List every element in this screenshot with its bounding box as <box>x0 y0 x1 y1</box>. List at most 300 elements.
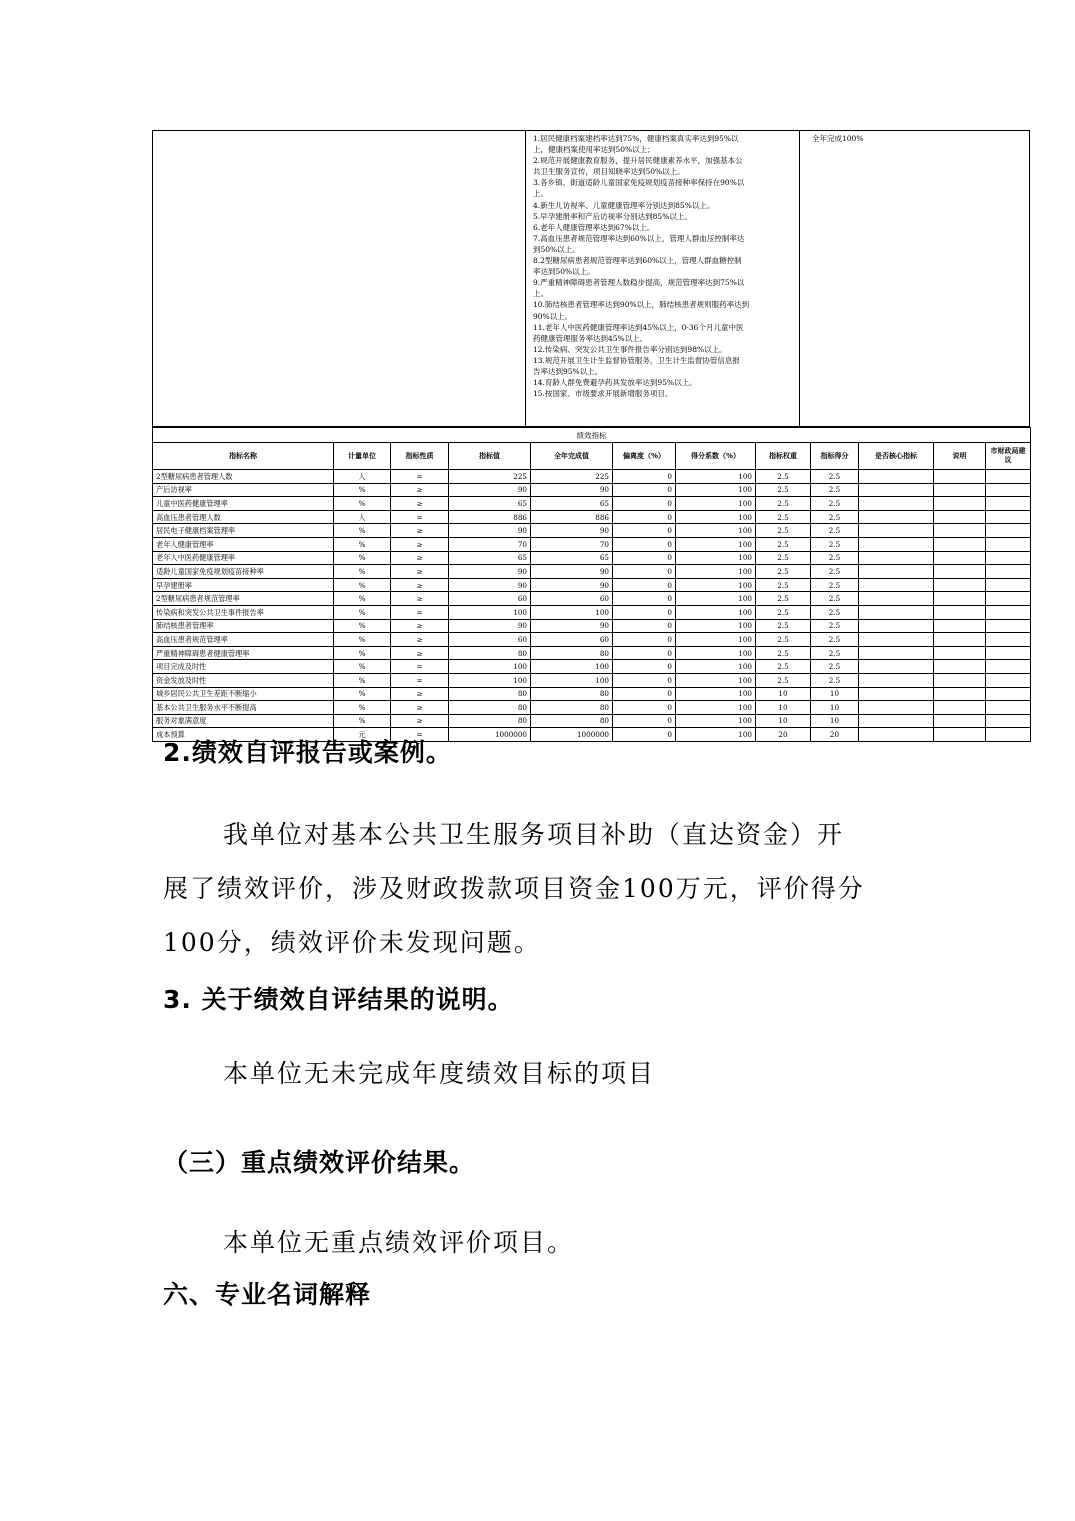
table-row <box>153 510 1031 524</box>
table-cell: 90 <box>531 619 613 633</box>
section-3-title: 3. 关于绩效自评结果的说明。 <box>163 985 514 1014</box>
table-cell <box>986 565 1031 579</box>
goal-line: 5.早孕建册率和产后访视率分别达到85%以上。 <box>533 211 692 221</box>
table-cell <box>934 565 986 579</box>
table-cell <box>934 551 986 565</box>
table-cell: 0 <box>613 470 676 484</box>
table-cell: 80 <box>449 714 531 728</box>
table-cell <box>986 728 1031 742</box>
table-cell: 0 <box>613 633 676 647</box>
table-cell: 2.5 <box>811 497 859 511</box>
table-cell: % <box>334 565 391 579</box>
table-row <box>153 660 1031 674</box>
goal-line: 15.按国家、市级要求开展新增服务项目。 <box>533 389 673 399</box>
section-4-body <box>163 1216 933 1270</box>
table-cell: 100 <box>676 660 756 674</box>
table-cell: ≥ <box>391 646 449 660</box>
table-cell <box>859 565 934 579</box>
table-cell: 80 <box>531 701 613 715</box>
table-row <box>153 646 1031 660</box>
table-cell <box>986 646 1031 660</box>
table-cell: 2.5 <box>811 660 859 674</box>
section-6-title: 六、专业名词解释 <box>163 1280 372 1309</box>
table-cell: 100 <box>676 565 756 579</box>
table-cell: 高血压患者管理人数 <box>153 510 334 524</box>
table-cell: 0 <box>613 524 676 538</box>
table-row <box>153 592 1031 606</box>
table-cell: = <box>391 605 449 619</box>
section-4-title: （三）重点绩效评价结果。 <box>163 1148 476 1177</box>
table-cell: ≥ <box>391 565 449 579</box>
table-row <box>153 687 1031 701</box>
table-cell: ≥ <box>391 633 449 647</box>
table-cell: = <box>391 673 449 687</box>
table-cell <box>934 524 986 538</box>
table-cell <box>859 497 934 511</box>
table-cell: 0 <box>613 578 676 592</box>
table-cell: ≥ <box>391 497 449 511</box>
table-cell: 2.5 <box>756 592 811 606</box>
table-cell: 0 <box>613 483 676 497</box>
table-cell: 100 <box>676 633 756 647</box>
table-cell: 100 <box>676 551 756 565</box>
table-cell: 90 <box>449 524 531 538</box>
table-cell: 早孕建册率 <box>153 578 334 592</box>
table-cell: 100 <box>676 524 756 538</box>
table-cell: 2.5 <box>756 646 811 660</box>
table-cell <box>934 605 986 619</box>
table-cell: 2.5 <box>811 605 859 619</box>
table-cell: 0 <box>613 605 676 619</box>
table-cell: 2.5 <box>811 578 859 592</box>
header-cell: 得分系数（%） <box>676 443 756 470</box>
table-cell: 0 <box>613 646 676 660</box>
goal-line: 上。 <box>533 289 548 299</box>
goal-line: 12.传染病、突发公共卫生事件报告率分别达到98%以上。 <box>533 344 727 354</box>
table-cell <box>859 660 934 674</box>
table-row <box>153 537 1031 551</box>
table-cell <box>859 714 934 728</box>
header-cell: 计量单位 <box>334 443 391 470</box>
table-cell: 100 <box>676 537 756 551</box>
table-cell <box>986 578 1031 592</box>
table-cell: ≥ <box>391 524 449 538</box>
table-cell <box>859 673 934 687</box>
table-cell: ≥ <box>391 483 449 497</box>
table-cell: 886 <box>531 510 613 524</box>
table-cell: 100 <box>676 483 756 497</box>
table-cell: 65 <box>531 497 613 511</box>
table-cell: 资金发放及时性 <box>153 673 334 687</box>
header-cell: 指标得分 <box>811 443 859 470</box>
table-cell: 100 <box>676 470 756 484</box>
table-cell: 65 <box>449 497 531 511</box>
goals-text <box>525 131 800 426</box>
table-cell: 65 <box>531 551 613 565</box>
goal-line: 8.2型糖尿病患者规范管理率达到60%以上，管理人群血糖控制 <box>533 256 742 266</box>
table-row <box>153 497 1031 511</box>
table-cell <box>934 537 986 551</box>
header-cell: 指标名称 <box>153 443 334 470</box>
table-cell <box>859 470 934 484</box>
header-cell: 指标值 <box>449 443 531 470</box>
goal-line: 告率达到95%以上。 <box>533 366 603 376</box>
table-row <box>153 605 1031 619</box>
table-cell: 2.5 <box>811 537 859 551</box>
table-cell: 0 <box>613 687 676 701</box>
table-cell: ≥ <box>391 537 449 551</box>
table-cell: 成本预算 <box>153 728 334 742</box>
table-cell <box>934 510 986 524</box>
goal-line: 3.各乡镇、街道适龄儿童国家免疫规划疫苗接种率保持在90%以 <box>533 178 745 188</box>
table-cell <box>934 633 986 647</box>
table-cell: 2.5 <box>756 470 811 484</box>
table-cell <box>986 497 1031 511</box>
table-cell: 0 <box>613 510 676 524</box>
table-cell: 老年人中医药健康管理率 <box>153 551 334 565</box>
table-cell: % <box>334 673 391 687</box>
table-cell: 90 <box>449 483 531 497</box>
table-cell: 0 <box>613 565 676 579</box>
table-cell <box>859 687 934 701</box>
goal-line: 9.严重精神障碍患者管理人数稳步提高，规范管理率达到75%以 <box>533 278 745 288</box>
table-cell: % <box>334 633 391 647</box>
table-cell: ≥ <box>391 714 449 728</box>
table-cell: 0 <box>613 728 676 742</box>
table-cell: 100 <box>676 592 756 606</box>
table-cell: 2.5 <box>811 592 859 606</box>
section-2-title: 2.绩效自评报告或案例。 <box>163 738 452 767</box>
table-cell: 0 <box>613 619 676 633</box>
table-cell <box>986 701 1031 715</box>
table-cell: 2型糖尿病患者规范管理率 <box>153 592 334 606</box>
table-cell <box>934 592 986 606</box>
table-cell <box>934 673 986 687</box>
table-cell <box>934 701 986 715</box>
goal-line: 4.新生儿访视率、儿童健康管理率分别达到85%以上。 <box>533 200 715 210</box>
goal-line: 6.老年人健康管理率达到67%以上。 <box>533 222 655 232</box>
table-cell: 100 <box>676 497 756 511</box>
table-cell: 100 <box>676 646 756 660</box>
table-cell: 100 <box>449 673 531 687</box>
table-cell: % <box>334 687 391 701</box>
table-cell: 老年人健康管理率 <box>153 537 334 551</box>
table-cell: 0 <box>613 673 676 687</box>
table-cell: 90 <box>531 524 613 538</box>
table-cell <box>859 701 934 715</box>
section-2-line1: 我单位对基本公共卫生服务项目补助（直达资金）开 <box>223 820 845 849</box>
table-cell: % <box>334 701 391 715</box>
table-cell: 2.5 <box>756 524 811 538</box>
table-cell: 10 <box>811 714 859 728</box>
performance-table <box>152 427 1031 742</box>
table-cell: 适龄儿童国家免疫规划疫苗接种率 <box>153 565 334 579</box>
table-cell: 100 <box>676 605 756 619</box>
goal-line: 10.肺结核患者管理率达到90%以上，肺结核患者规则服药率达到 <box>533 300 750 310</box>
table-cell: 80 <box>531 646 613 660</box>
table-cell: % <box>334 483 391 497</box>
header-cell: 指标权重 <box>756 443 811 470</box>
table-cell: = <box>391 728 449 742</box>
table-caption: 绩效指标 <box>153 428 1031 443</box>
table-cell: ≥ <box>391 701 449 715</box>
table-cell <box>859 619 934 633</box>
table-cell: 人 <box>334 470 391 484</box>
table-cell: 100 <box>531 605 613 619</box>
table-cell <box>986 633 1031 647</box>
table-cell: ≥ <box>391 551 449 565</box>
table-cell: 人 <box>334 510 391 524</box>
table-cell: 2.5 <box>756 673 811 687</box>
table-cell: 高血压患者规范管理率 <box>153 633 334 647</box>
table-cell: ≥ <box>391 578 449 592</box>
table-cell <box>986 483 1031 497</box>
table-cell: 90 <box>531 578 613 592</box>
table-cell: 100 <box>676 701 756 715</box>
table-cell: 100 <box>676 578 756 592</box>
goal-line: 到50%以上。 <box>533 244 580 254</box>
section-2-line3: 100分，绩效评价未发现问题。 <box>163 928 541 957</box>
table-cell: 90 <box>449 578 531 592</box>
table-cell <box>986 470 1031 484</box>
table-row <box>153 483 1031 497</box>
table-cell: 225 <box>531 470 613 484</box>
table-cell: % <box>334 605 391 619</box>
table-cell: 100 <box>676 673 756 687</box>
table-cell <box>934 714 986 728</box>
table-cell <box>934 619 986 633</box>
table-cell <box>859 646 934 660</box>
header-cell: 偏离度（%） <box>613 443 676 470</box>
table-cell: 严重精神障碍患者健康管理率 <box>153 646 334 660</box>
table-cell: 2.5 <box>811 524 859 538</box>
table-row <box>153 701 1031 715</box>
table-cell: 100 <box>449 605 531 619</box>
table-cell <box>859 633 934 647</box>
table-header-row <box>153 443 1031 470</box>
table-cell <box>934 578 986 592</box>
table-cell <box>934 660 986 674</box>
table-row <box>153 470 1031 484</box>
table-cell <box>934 470 986 484</box>
table-cell: 2.5 <box>756 537 811 551</box>
table-cell: % <box>334 592 391 606</box>
table-cell: 1000000 <box>531 728 613 742</box>
table-cell: 元 <box>334 728 391 742</box>
table-cell: 70 <box>531 537 613 551</box>
table-cell: 100 <box>676 687 756 701</box>
table-cell: 服务对象满意度 <box>153 714 334 728</box>
table-cell: 80 <box>531 714 613 728</box>
table-cell: 100 <box>531 660 613 674</box>
table-cell: 886 <box>449 510 531 524</box>
table-cell: 10 <box>811 701 859 715</box>
table-cell: 0 <box>613 592 676 606</box>
goal-line: 13.规范开展卫生计生监督协管服务，卫生计生监督协管信息报 <box>533 355 740 365</box>
table-cell: 2.5 <box>811 619 859 633</box>
table-cell: % <box>334 551 391 565</box>
table-cell: 产后访视率 <box>153 483 334 497</box>
table-row <box>153 524 1031 538</box>
table-cell <box>986 551 1031 565</box>
table-cell <box>859 592 934 606</box>
table-cell <box>986 605 1031 619</box>
section-2-body <box>163 808 933 970</box>
goal-line: 11.老年人中医药健康管理率达到45%以上，0-36个月儿童中医 <box>533 322 744 332</box>
header-cell: 全年完成值 <box>531 443 613 470</box>
goals-block <box>152 130 1030 427</box>
table-cell <box>986 687 1031 701</box>
table-cell <box>934 497 986 511</box>
table-row <box>153 578 1031 592</box>
table-cell: 儿童中医药健康管理率 <box>153 497 334 511</box>
table-cell <box>986 714 1031 728</box>
table-cell: 0 <box>613 537 676 551</box>
table-cell: 0 <box>613 660 676 674</box>
table-cell: 0 <box>613 701 676 715</box>
table-cell: 2.5 <box>756 633 811 647</box>
table-cell: 90 <box>531 483 613 497</box>
goal-line: 7.高血压患者规范管理率达到60%以上，管理人群血压控制率达 <box>533 233 745 243</box>
table-cell: % <box>334 524 391 538</box>
table-cell <box>986 619 1031 633</box>
table-cell: 2.5 <box>756 660 811 674</box>
table-cell <box>934 687 986 701</box>
goal-line: 上，健康档案使用率达到50%以上； <box>533 145 655 155</box>
table-cell: 2.5 <box>756 565 811 579</box>
table-cell: ≥ <box>391 592 449 606</box>
table-cell: 2.5 <box>756 483 811 497</box>
table-cell: 10 <box>756 714 811 728</box>
goal-line: 率达到50%以上。 <box>533 267 595 277</box>
table-cell: 100 <box>531 673 613 687</box>
table-cell: 2型糖尿病患者管理人数 <box>153 470 334 484</box>
table-cell: = <box>391 510 449 524</box>
table-cell: 0 <box>613 714 676 728</box>
table-cell: ≥ <box>391 619 449 633</box>
table-cell: 1000000 <box>449 728 531 742</box>
table-cell: 100 <box>676 510 756 524</box>
goal-line: 上。 <box>533 189 548 199</box>
table-cell: 2.5 <box>756 619 811 633</box>
table-cell: 90 <box>449 565 531 579</box>
table-cell: 80 <box>449 687 531 701</box>
table-cell <box>859 510 934 524</box>
table-cell: ≥ <box>391 687 449 701</box>
table-cell: 10 <box>756 701 811 715</box>
table-cell: 2.5 <box>811 565 859 579</box>
table-cell: = <box>391 470 449 484</box>
table-cell: 10 <box>811 687 859 701</box>
table-cell: 2.5 <box>756 510 811 524</box>
table-cell: 传染病和突发公共卫生事件报告率 <box>153 605 334 619</box>
table-cell: 2.5 <box>811 673 859 687</box>
section-4-line: 本单位无重点绩效评价项目。 <box>223 1228 575 1257</box>
table-row <box>153 619 1031 633</box>
table-cell: 90 <box>449 619 531 633</box>
table-cell: 70 <box>449 537 531 551</box>
table-cell: 2.5 <box>811 510 859 524</box>
section-3-body <box>163 1047 933 1101</box>
table-cell <box>986 592 1031 606</box>
section-3-line: 本单位无未完成年度绩效目标的项目 <box>223 1059 656 1088</box>
header-cell: 市财政局建议 <box>986 443 1031 470</box>
table-cell <box>859 551 934 565</box>
table-cell <box>859 605 934 619</box>
table-cell <box>986 510 1031 524</box>
header-cell: 说明 <box>934 443 986 470</box>
table-cell: 2.5 <box>811 646 859 660</box>
table-cell: 2.5 <box>811 633 859 647</box>
table-cell <box>986 673 1031 687</box>
table-cell: 基本公共卫生服务水平不断提高 <box>153 701 334 715</box>
table-cell: % <box>334 660 391 674</box>
header-cell: 是否核心指标 <box>859 443 934 470</box>
table-cell: 90 <box>531 565 613 579</box>
table-cell: 10 <box>756 687 811 701</box>
table-row <box>153 673 1031 687</box>
table-cell: 项目完成及时性 <box>153 660 334 674</box>
table-row <box>153 714 1031 728</box>
table-cell: % <box>334 578 391 592</box>
table-cell: 100 <box>676 728 756 742</box>
table-row <box>153 551 1031 565</box>
table-cell: 225 <box>449 470 531 484</box>
table-cell: 60 <box>449 633 531 647</box>
table-cell: 65 <box>449 551 531 565</box>
table-cell: 2.5 <box>756 578 811 592</box>
table-cell: 2.5 <box>811 551 859 565</box>
table-cell: 肺结核患者管理率 <box>153 619 334 633</box>
table-cell: 居民电子健康档案管理率 <box>153 524 334 538</box>
table-cell: 0 <box>613 551 676 565</box>
goal-line: 1.居民健康档案建档率达到75%，健康档案真实率达到95%以 <box>533 134 739 143</box>
table-cell <box>934 728 986 742</box>
table-cell: 2.5 <box>756 605 811 619</box>
table-cell: 城乡居民公共卫生差距不断缩小 <box>153 687 334 701</box>
table-cell: 0 <box>613 497 676 511</box>
goal-line: 共卫生服务宣传，项目知晓率达到50%以上。 <box>533 167 685 177</box>
goal-line: 90%以上。 <box>533 311 573 321</box>
table-cell: 80 <box>449 701 531 715</box>
table-cell: 80 <box>531 687 613 701</box>
table-cell: 2.5 <box>811 483 859 497</box>
table-cell <box>934 483 986 497</box>
goal-line: 药健康管理服务率达到45%以上。 <box>533 333 648 343</box>
table-row <box>153 633 1031 647</box>
table-cell <box>986 524 1031 538</box>
table-cell: % <box>334 497 391 511</box>
table-cell: 60 <box>531 633 613 647</box>
table-cell: = <box>391 660 449 674</box>
table-cell <box>859 483 934 497</box>
table-cell <box>859 578 934 592</box>
table-cell <box>934 646 986 660</box>
goals-completion: 全年完成100% <box>812 134 864 143</box>
header-cell: 指标性质 <box>391 443 449 470</box>
table-cell: 20 <box>756 728 811 742</box>
table-cell: 2.5 <box>756 551 811 565</box>
table-cell <box>859 537 934 551</box>
table-cell: % <box>334 537 391 551</box>
table-cell: 100 <box>676 714 756 728</box>
table-cell <box>859 728 934 742</box>
table-cell: 2.5 <box>811 470 859 484</box>
table-cell <box>986 660 1031 674</box>
goal-line: 2.规范开展健康教育服务，提升居民健康素养水平，加强基本公 <box>533 156 743 166</box>
table-cell <box>986 537 1031 551</box>
section-2-line2: 展了绩效评价，涉及财政拨款项目资金100万元，评价得分 <box>163 874 865 903</box>
